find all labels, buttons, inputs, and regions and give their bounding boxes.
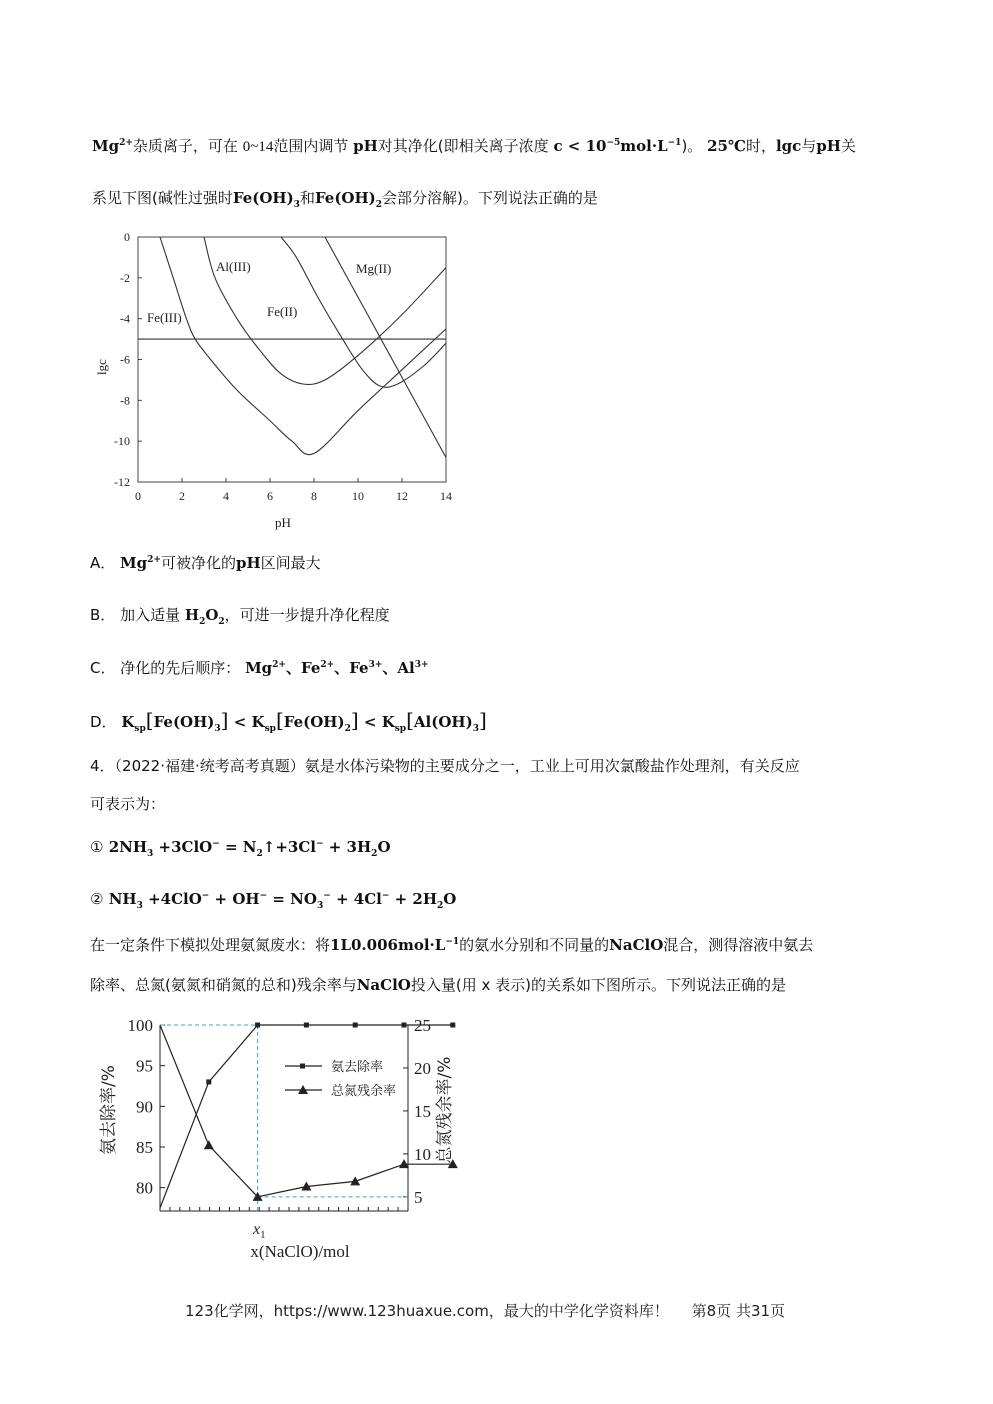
- option-letter: A．: [90, 554, 116, 572]
- legend: [285, 1059, 396, 1099]
- intro-text: 时，: [745, 137, 776, 155]
- bracket-open: [: [406, 708, 414, 732]
- concentration-unit: mol·L: [620, 137, 668, 155]
- x-tick-label: 4: [223, 489, 229, 503]
- unit-exponent: −1: [667, 138, 682, 148]
- equation-2: [90, 890, 456, 911]
- ksp-inequality: [121, 708, 487, 734]
- subscript: 3: [316, 901, 324, 911]
- intro-line-2: [92, 187, 598, 210]
- y-tick-label: -12: [114, 475, 130, 489]
- intro-line-1: [92, 135, 856, 156]
- concentration-condition: c < 10: [553, 137, 607, 155]
- removal-rate-point: [450, 1023, 455, 1028]
- right-tick-label: 10: [414, 1144, 431, 1164]
- intro-text: )。: [681, 137, 703, 155]
- separator: 、: [334, 659, 350, 677]
- subscript: 2: [437, 901, 444, 911]
- separator: 、: [285, 659, 301, 677]
- y-tick-label: -2: [120, 270, 130, 285]
- subscript: 3: [214, 724, 221, 734]
- removal-rate-point: [206, 1079, 211, 1084]
- plot-frame: [138, 237, 446, 482]
- mg-ion: Mg: [92, 137, 120, 155]
- footer-site-text: 123化学网，https://www.123huaxue.com，最大的中学化学资料库！: [185, 1302, 669, 1320]
- eq-part: NH: [108, 890, 137, 908]
- ion: Fe: [300, 659, 321, 677]
- footer: [185, 1300, 785, 1321]
- para-text: 的氨水分别和不同量的: [459, 936, 610, 954]
- left-tick-label: 80: [136, 1178, 153, 1198]
- removal-rate-point: [304, 1023, 309, 1028]
- eq-part: + 4Cl: [330, 890, 382, 908]
- para-text: 在一定条件下模拟处理氨氮废水：将: [90, 936, 331, 954]
- ion-charge: 2+: [147, 555, 161, 565]
- intro-text: 会部分溶解)。下列说法正确的是: [382, 189, 598, 207]
- feoh3-formula: Fe(OH): [232, 189, 294, 207]
- equation-number: ①: [90, 838, 104, 856]
- bracket-open: [: [145, 708, 154, 732]
- removal-rate-point: [255, 1023, 260, 1028]
- legend-square-marker: [300, 1064, 305, 1069]
- charge: −: [259, 891, 268, 901]
- charge: −: [381, 891, 390, 901]
- ksp-sub: sp: [264, 724, 276, 734]
- ksp-sub: sp: [134, 724, 146, 734]
- bracket-close: ]: [478, 708, 487, 732]
- y-tick-label: -8: [120, 393, 130, 408]
- temperature: 25℃: [707, 137, 746, 155]
- intro-text: 和: [299, 189, 315, 207]
- para-text: 混合，测得溶液中氨去: [663, 936, 814, 954]
- subscript: 3: [147, 849, 154, 859]
- left-axis-label: 氨去除率/%: [99, 1065, 119, 1155]
- x1-letter: x: [253, 1221, 261, 1238]
- ion-charge: 3+: [414, 660, 429, 670]
- ksp-sub: sp: [394, 724, 407, 734]
- bracket-close: ]: [350, 708, 359, 732]
- ph-term: pH: [235, 554, 261, 572]
- formula-part: Fe(OH): [153, 713, 215, 731]
- option-letter: D．: [90, 713, 117, 731]
- x-tick-label: 10: [352, 489, 364, 503]
- unit-exponent: −1: [445, 937, 460, 947]
- formula-part: O: [205, 606, 219, 624]
- eq-part: +4ClO: [142, 890, 202, 908]
- eq-part: +3Cl: [275, 838, 316, 856]
- eq-part: + 3H: [323, 838, 372, 856]
- ammonia-removal-chart: [90, 1005, 470, 1270]
- subscript: 2: [199, 617, 206, 627]
- eq-part: = N: [219, 838, 257, 856]
- ion: Al: [397, 659, 415, 677]
- q4-paragraph-1: [90, 934, 813, 955]
- subscript: 2: [371, 849, 378, 859]
- x-axis-label: pH: [275, 515, 291, 530]
- formula-part: H: [184, 606, 200, 624]
- ion: Mg: [245, 659, 273, 677]
- x-axis-label: [250, 1242, 349, 1261]
- intro-text: 关: [840, 137, 856, 155]
- subscript: 3: [293, 200, 300, 210]
- option-text: 净化的先后顺序：: [120, 659, 241, 677]
- ksp-k: K: [251, 713, 265, 731]
- x1-marker-label: [252, 1221, 266, 1241]
- subscript: 3: [136, 901, 143, 911]
- subscript: 2: [344, 724, 351, 734]
- separator: 、: [382, 659, 398, 677]
- left-tick-label: 100: [127, 1016, 153, 1035]
- eq-part: O: [377, 838, 391, 856]
- option-b[interactable]: [90, 604, 390, 627]
- formula-part: Fe(OH): [283, 713, 345, 731]
- ksp-k: K: [381, 713, 395, 731]
- eq-part: 2NH: [108, 838, 148, 856]
- lgc-ph-chart: [90, 225, 470, 535]
- less-than: <: [233, 713, 247, 731]
- formula-part: Al(OH): [413, 713, 473, 731]
- curve-label-fe3: Fe(III): [147, 310, 182, 325]
- intro-text: 与: [801, 137, 817, 155]
- ion-charge: 2+: [272, 660, 286, 670]
- eq-part: O: [443, 890, 457, 908]
- right-tick-label: 15: [414, 1101, 431, 1121]
- bracket-close: ]: [220, 708, 229, 732]
- q4-stem-line-2: 可表示为：: [90, 795, 166, 813]
- left-tick-label: 95: [136, 1056, 153, 1076]
- x-axis-label-text: x(NaClO)/mol: [250, 1242, 350, 1261]
- charge: −: [201, 891, 210, 901]
- option-a[interactable]: [90, 552, 321, 573]
- ion-charge: 2+: [320, 660, 335, 670]
- option-text: 加入适量: [120, 606, 181, 624]
- charge: −: [323, 891, 331, 901]
- ph-range: 0~14: [242, 139, 274, 155]
- para-text: 投入量(用 x 表示)的关系如下图所示。下列说法正确的是: [410, 976, 786, 994]
- ion: Fe: [349, 659, 369, 677]
- mg-charge: 2+: [119, 138, 133, 148]
- x-tick-label: 6: [267, 489, 273, 503]
- x-tick-label: 14: [440, 489, 452, 503]
- naclo-formula: NaClO: [356, 976, 411, 994]
- y-tick-label: -10: [114, 434, 130, 449]
- ammonia-amount: 1L0.006mol·L: [330, 936, 446, 954]
- subscript: 2: [375, 200, 383, 210]
- x1-subscript: 1: [260, 1229, 266, 1241]
- option-c[interactable]: [90, 657, 429, 678]
- x-tick-label: 12: [396, 489, 408, 503]
- subscript: 3: [472, 724, 479, 734]
- curve-label-mg: Mg(II): [356, 261, 392, 276]
- intro-text: 范围内调节: [273, 137, 349, 155]
- left-tick-label: 85: [136, 1138, 153, 1157]
- removal-rate-line: [160, 1025, 453, 1208]
- para-text: 除率、总氮(氨氮和硝氮的总和)残余率与: [90, 976, 357, 994]
- ph-term: pH: [816, 137, 841, 155]
- q4-paragraph-2: [90, 974, 786, 995]
- lgc-term: lgc: [775, 137, 802, 155]
- eq-part: +3ClO: [153, 838, 213, 856]
- ion-charge: 3+: [368, 660, 383, 670]
- right-axis-label: 总氮残余率/%: [435, 1056, 455, 1164]
- q4-stem-line-1: 4．（2022·福建·统考高考真题）氨是水体污染物的主要成分之一，工业上可用次氯酸盐作处理剂，有关反应: [90, 757, 800, 775]
- option-letter: B．: [90, 606, 116, 624]
- curve-fe-ii: [281, 237, 446, 387]
- x-tick-label: 0: [135, 489, 141, 503]
- feoh2-formula: Fe(OH): [314, 189, 376, 207]
- intro-text: 对其净化(即相关离子浓度: [377, 137, 549, 155]
- residual-rate-point: [204, 1140, 214, 1149]
- option-text: ，可进一步提升净化程度: [224, 606, 390, 624]
- option-text: 区间最大: [260, 554, 321, 572]
- bracket-open: [: [275, 708, 284, 732]
- residual-rate-point: [350, 1176, 360, 1185]
- residual-rate-line: [160, 1025, 453, 1197]
- removal-rate-point: [402, 1023, 407, 1028]
- eq-part: + 2H: [389, 890, 438, 908]
- eq-part: = NO: [267, 890, 317, 908]
- charge: −: [212, 839, 220, 849]
- gas-arrow: ↑: [262, 838, 276, 856]
- curve-label-fe2: Fe(II): [267, 304, 298, 319]
- legend-label-removal: 氨去除率: [331, 1060, 384, 1075]
- removal-rate-point: [353, 1023, 358, 1028]
- ion-formula: Mg: [120, 554, 148, 572]
- h2o2-formula: [184, 606, 225, 627]
- right-tick-label: 25: [414, 1016, 431, 1035]
- y-tick-label: -4: [120, 311, 130, 326]
- y-axis-label: lgc: [94, 359, 109, 375]
- option-text: 可被净化的: [160, 554, 236, 572]
- x-tick-label: 2: [179, 489, 185, 503]
- legend-label-residual: 总氮残余率: [331, 1084, 397, 1099]
- ph-term: pH: [353, 137, 378, 155]
- ksp-k: K: [121, 713, 135, 731]
- condition-exponent: −5: [606, 138, 621, 148]
- y-tick-label: -6: [120, 352, 130, 367]
- charge: −: [316, 839, 324, 849]
- intro-text: 系见下图(碱性过强时: [92, 189, 233, 207]
- y-tick-label: 0: [124, 230, 130, 244]
- subscript: 2: [218, 617, 225, 627]
- left-tick-label: 90: [136, 1097, 153, 1117]
- right-tick-label: 20: [414, 1058, 431, 1078]
- curve-label-al: Al(III): [216, 259, 251, 274]
- option-d[interactable]: [90, 708, 487, 734]
- footer-page-number: 第8页 共31页: [691, 1302, 786, 1320]
- option-letter: C．: [90, 659, 116, 677]
- equation-number: ②: [90, 890, 104, 908]
- intro-text: 杂质离子，可在: [132, 137, 238, 155]
- right-tick-label: 5: [414, 1187, 423, 1207]
- eq-part: + OH: [209, 890, 260, 908]
- less-than: <: [363, 713, 377, 731]
- ion-sequence: [245, 659, 428, 677]
- subscript: 2: [256, 849, 263, 859]
- naclo-formula: NaClO: [609, 936, 664, 954]
- equation-1: [90, 838, 391, 859]
- x-tick-label: 8: [311, 489, 317, 503]
